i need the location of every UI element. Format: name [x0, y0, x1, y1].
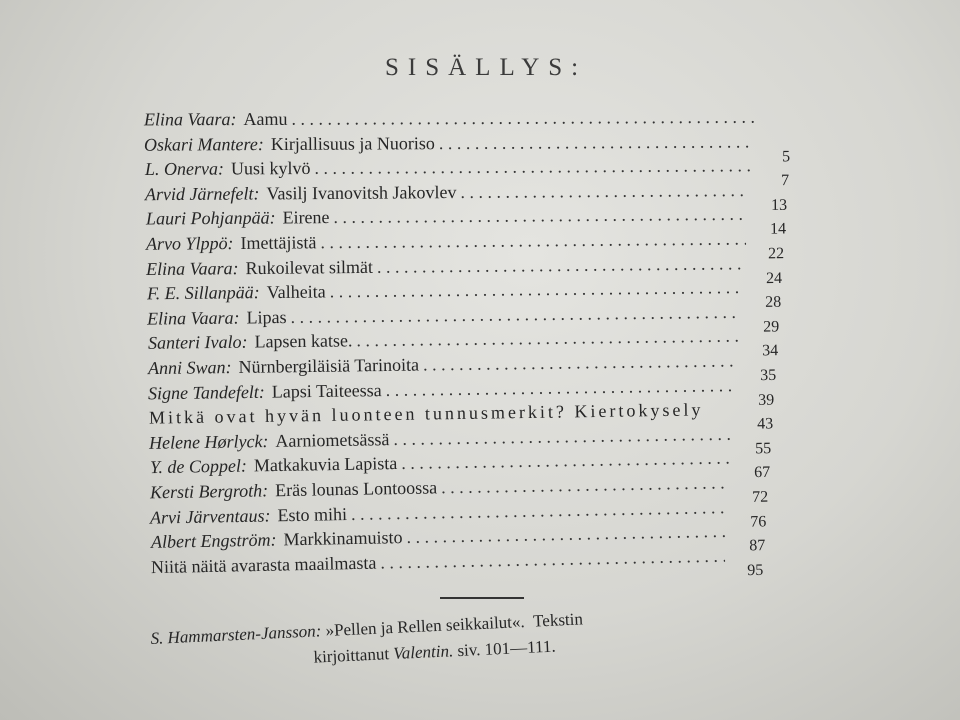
- toc-title: Lapsi Taiteessa: [272, 379, 383, 402]
- toc-title: Imettäjistä: [240, 232, 317, 253]
- toc-page-number: 34: [761, 342, 778, 360]
- toc-author: Oskari Mantere:: [144, 133, 265, 155]
- toc-author: Arvi Järventaus:: [150, 505, 272, 528]
- page-title: SISÄLLYS:: [385, 54, 588, 81]
- toc-author: Arvid Järnefelt:: [145, 183, 260, 205]
- toc-page-number: 55: [755, 439, 772, 458]
- toc-page-number: 7: [780, 172, 789, 190]
- toc-title: Mitkä ovat hyvän luonteen tunnusmerkit? Kiertokysely: [148, 399, 704, 428]
- toc-title: Lipas: [246, 306, 287, 328]
- toc-page-number: 13: [771, 196, 788, 214]
- toc-entry: [144, 129, 791, 165]
- toc-page-number: 95: [747, 561, 764, 579]
- toc-leader-dots: [377, 251, 744, 279]
- toc-spacer: [703, 415, 739, 416]
- footer-line2-author: Valentin.: [392, 641, 454, 663]
- toc-page-number: 28: [764, 293, 782, 312]
- toc-author: Elina Vaara:: [143, 109, 237, 130]
- toc-leader-dots: [439, 129, 752, 155]
- footer-line2-prefix: kirjoittanut: [313, 644, 390, 667]
- toc-title: Eirene: [282, 207, 330, 228]
- toc-title: Rukoilevat silmät: [245, 256, 374, 278]
- toc-leader-dots: [329, 275, 743, 303]
- toc-author: F. E. Sillanpää:: [146, 282, 260, 304]
- toc-title: Kirjallisuus ja Nuoriso: [271, 132, 436, 154]
- footer-work: »Pellen ja Rellen seikkailut«.: [325, 612, 526, 641]
- toc-title: Nürnbergiläisiä Tarinoita: [238, 354, 420, 377]
- toc-page-number: 67: [753, 464, 770, 482]
- toc-leader-dots: [333, 202, 748, 229]
- toc-page-number: 24: [766, 269, 783, 287]
- toc-title: Aarniometsässä: [275, 428, 390, 451]
- footer-line2-pages: siv. 101—111.: [457, 636, 557, 661]
- toc-author: Signe Tandefelt:: [148, 381, 266, 403]
- toc-page-number: 14: [769, 220, 786, 239]
- footer-text-word: Tekstin: [532, 609, 584, 631]
- toc-title: Esto mihi: [277, 503, 348, 525]
- toc-author: Anni Swan:: [147, 357, 232, 379]
- toc-page-number: 43: [756, 415, 774, 433]
- toc-author: Santeri Ivalo:: [147, 332, 248, 354]
- toc-author: Y. de Coppel:: [149, 455, 247, 478]
- toc-author: Helene Hørlyck:: [149, 430, 269, 453]
- footer-note: [150, 597, 792, 678]
- toc-title: Matkakuvia Lapista: [253, 453, 398, 476]
- toc-title: Eräs lounas Lontoossa: [275, 477, 438, 501]
- toc-page-number: 39: [758, 391, 775, 409]
- toc-page-number: 76: [750, 512, 767, 531]
- toc-entry: [144, 105, 792, 132]
- toc-title: Lapsen katse.: [253, 330, 353, 352]
- toc-page-number: 87: [748, 537, 766, 555]
- toc-author: Elina Vaara:: [147, 307, 240, 329]
- toc-page-number: 22: [768, 245, 785, 263]
- toc-page-number: 5: [782, 147, 791, 165]
- toc-title: Markkinamuisto: [283, 527, 403, 550]
- toc-title: Niitä näitä avarasta maailmasta: [151, 552, 377, 577]
- toc-leader-dots: [423, 348, 738, 376]
- toc-leader-dots: [291, 105, 754, 131]
- toc-entry: [144, 153, 789, 190]
- toc-leader-dots: [320, 227, 746, 255]
- toc-author: L. Onerva:: [144, 158, 224, 180]
- toc-leader-dots: [461, 178, 750, 204]
- toc-title: Vasilj Ivanovitsh Jakovlev: [266, 181, 457, 204]
- toc-author: Kersti Bergroth:: [149, 480, 269, 503]
- toc-author: Lauri Pohjanpää:: [145, 207, 276, 229]
- toc-author: Albert Engström:: [150, 529, 277, 553]
- toc-title: Aamu: [243, 108, 288, 129]
- toc-title: Valheita: [266, 281, 326, 303]
- toc-author: Arvo Ylppö:: [145, 233, 234, 254]
- toc-leader-dots: [314, 153, 751, 180]
- toc-page-number: 35: [760, 366, 777, 385]
- footer-author: S. Hammarsten-Jansson:: [150, 621, 322, 648]
- toc-page-number: 72: [752, 488, 769, 506]
- toc-author: Elina Vaara:: [146, 257, 239, 279]
- toc-title: Uusi kylvö: [230, 158, 311, 179]
- toc-page-number: 29: [763, 318, 780, 336]
- divider: [440, 597, 524, 599]
